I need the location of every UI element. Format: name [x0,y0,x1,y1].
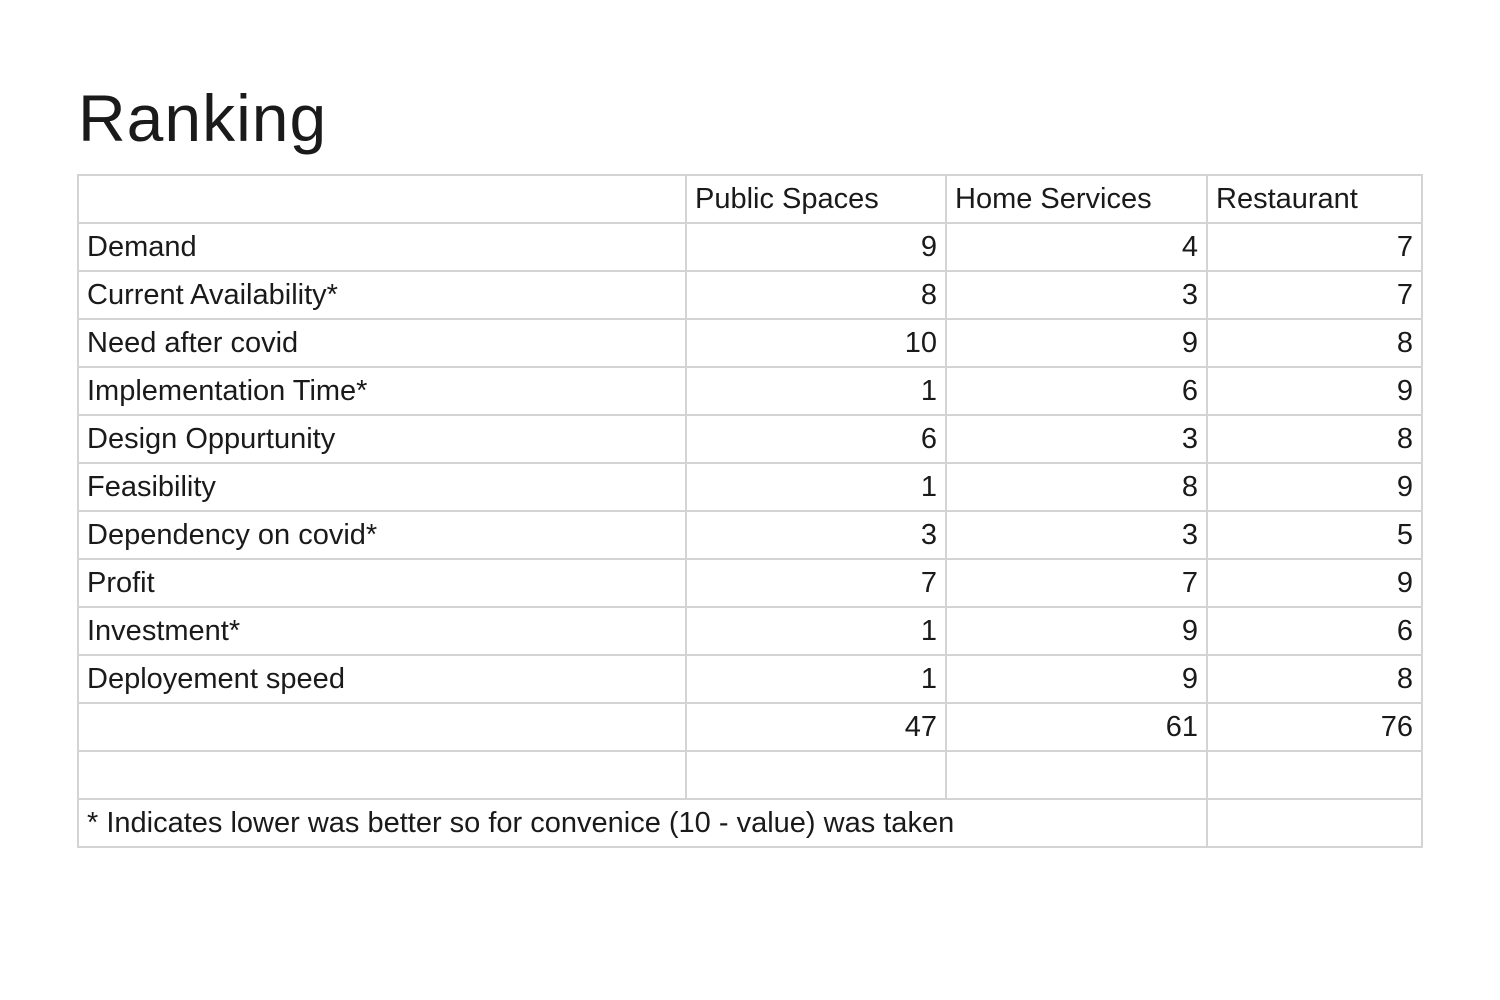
total-restaurant: 76 [1207,703,1422,751]
empty-row [78,751,1422,799]
cell-restaurant: 8 [1207,655,1422,703]
column-header-home-services: Home Services [946,175,1207,223]
empty-cell [78,751,686,799]
total-public-spaces: 47 [686,703,946,751]
cell-restaurant: 8 [1207,319,1422,367]
cell-public-spaces: 1 [686,463,946,511]
row-label: Deployement speed [78,655,686,703]
header-row [78,175,1422,223]
row-label: Investment* [78,607,686,655]
table-row [78,271,1422,319]
table-row [78,415,1422,463]
cell-restaurant: 9 [1207,559,1422,607]
table-row [78,559,1422,607]
cell-restaurant: 7 [1207,223,1422,271]
cell-restaurant: 9 [1207,463,1422,511]
row-label: Dependency on covid* [78,511,686,559]
cell-public-spaces: 6 [686,415,946,463]
totals-empty-cell [78,703,686,751]
totals-row [78,703,1422,751]
cell-restaurant: 8 [1207,415,1422,463]
cell-public-spaces: 1 [686,607,946,655]
table-row [78,223,1422,271]
row-label: Design Oppurtunity [78,415,686,463]
row-label: Current Availability* [78,271,686,319]
cell-public-spaces: 9 [686,223,946,271]
empty-cell [1207,799,1422,847]
row-label: Need after covid [78,319,686,367]
row-label: Demand [78,223,686,271]
cell-home-services: 9 [946,607,1207,655]
page-title: Ranking [78,81,328,155]
cell-home-services: 3 [946,511,1207,559]
ranking-table [77,174,1423,848]
cell-restaurant: 9 [1207,367,1422,415]
column-header-restaurant: Restaurant [1207,175,1422,223]
cell-public-spaces: 1 [686,655,946,703]
table-row [78,463,1422,511]
table-row [78,655,1422,703]
row-label: Implementation Time* [78,367,686,415]
cell-public-spaces: 1 [686,367,946,415]
cell-home-services: 3 [946,271,1207,319]
table-row [78,511,1422,559]
empty-cell [946,751,1207,799]
cell-home-services: 3 [946,415,1207,463]
footnote: * Indicates lower was better so for convenice (10 - value) was taken [78,799,1207,847]
cell-home-services: 6 [946,367,1207,415]
empty-cell [1207,751,1422,799]
footnote-row [78,799,1422,847]
cell-home-services: 7 [946,559,1207,607]
cell-home-services: 9 [946,655,1207,703]
cell-public-spaces: 3 [686,511,946,559]
table-row [78,319,1422,367]
row-label: Profit [78,559,686,607]
cell-public-spaces: 10 [686,319,946,367]
cell-restaurant: 7 [1207,271,1422,319]
header-empty-cell [78,175,686,223]
cell-restaurant: 6 [1207,607,1422,655]
empty-cell [686,751,946,799]
cell-restaurant: 5 [1207,511,1422,559]
row-label: Feasibility [78,463,686,511]
total-home-services: 61 [946,703,1207,751]
table-row [78,607,1422,655]
cell-public-spaces: 7 [686,559,946,607]
column-header-public-spaces: Public Spaces [686,175,946,223]
table-row [78,367,1422,415]
cell-home-services: 8 [946,463,1207,511]
cell-home-services: 4 [946,223,1207,271]
cell-public-spaces: 8 [686,271,946,319]
cell-home-services: 9 [946,319,1207,367]
